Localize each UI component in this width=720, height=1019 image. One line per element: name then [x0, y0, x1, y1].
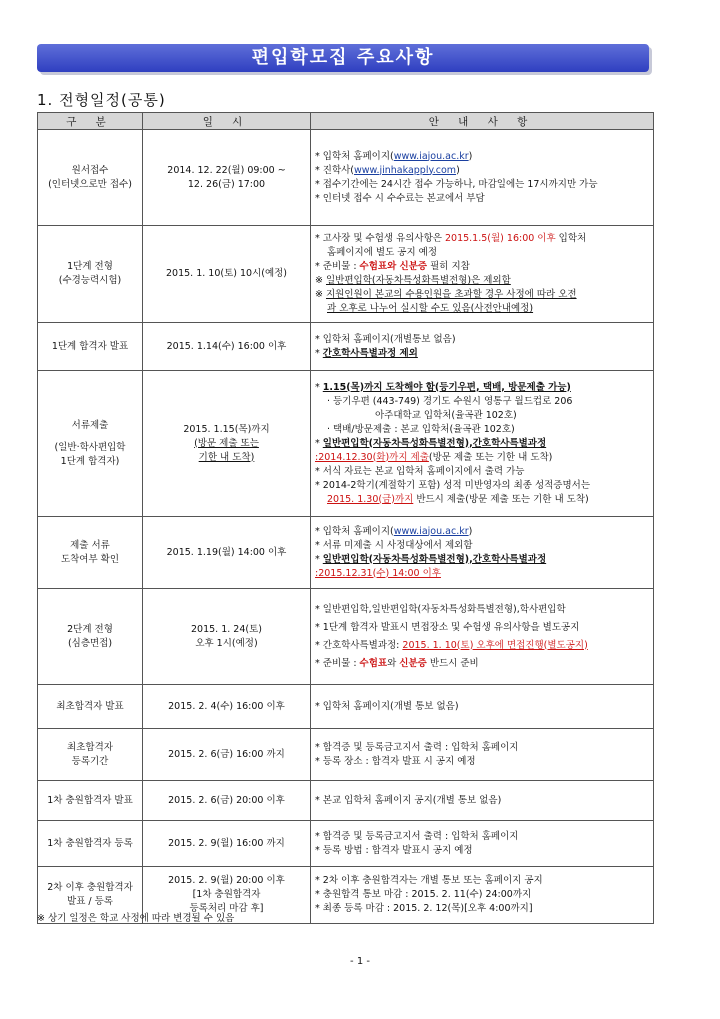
date-cell: 2014. 12. 22(월) 09:00 ~ 12. 26(금) 17:00: [143, 130, 311, 226]
column-header: 일 시: [143, 113, 311, 130]
table-row: [38, 517, 654, 589]
website-link[interactable]: www.iajou.ac.kr: [393, 525, 469, 537]
notes-cell: * 고사장 및 수험생 유의사항은 2015.1.5(월) 16:00 이후 입학처 홈페이지에 별도 공지 예정 * 준비물 : 수험표와 신분증 필히 지참 ※ 일반편입학(자동차특성화특별전형)은 제외함 ※ 지원인원이 본교의 수용인원을 초과할 경우 사정에 따라 오전 과 오후로 나누어 실시할 수도 있음(사전안내예정): [311, 226, 654, 323]
category-cell: 원서접수 (인터넷으로만 접수): [38, 130, 143, 226]
notes-cell: * 입학처 홈페이지(개별통보 없음) * 간호학사특별과정 제외: [311, 323, 654, 371]
table-row: [38, 323, 654, 371]
notes-cell: * 입학처 홈페이지(개별 통보 없음): [311, 685, 654, 729]
page-title: 편입학모집 주요사항: [251, 47, 435, 68]
page-number: - 1 -: [350, 956, 370, 967]
table-row: [38, 821, 654, 867]
schedule-table: [37, 112, 654, 924]
notes-cell: * 입학처 홈페이지(www.iajou.ac.kr) * 서류 미제출 시 사정대상에서 제외함 * 일반편입학(자동차특성화특별전형),간호학사특별과정 :2015.12.31(수) 14:00 이후: [311, 517, 654, 589]
notes-cell: * 2차 이후 충원합격자는 개별 통보 또는 홈페이지 공지 * 충원합격 통보 마감 : 2015. 2. 11(수) 24:00까지 * 최종 등록 마감 : 2015. 2. 12(목)[오후 4:00까지]: [311, 867, 654, 924]
date-cell: 2015. 2. 4(수) 16:00 이후: [143, 685, 311, 729]
category-cell: 1차 충원합격자 등록: [38, 821, 143, 867]
category-cell: 1차 충원합격자 발표: [38, 781, 143, 821]
category-cell: 제출 서류 도착여부 확인: [38, 517, 143, 589]
date-cell: 2015. 2. 9(월) 20:00 이후 [1차 충원합격자 등록처리 마감 후]: [143, 867, 311, 924]
column-header: 구 분: [38, 113, 143, 130]
website-link[interactable]: www.iajou.ac.kr: [393, 150, 469, 162]
notes-cell: * 1.15(목)까지 도착해야 함(등기우편, 택배, 방문제출 가능) · 등기우편 (443-749) 경기도 수원시 영통구 월드컵로 206 아주대학교 입학처(율곡관 102호) · 택배/방문제출 : 본교 입학처(율곡관 102호) * 일반편입학(자동차특성화특별전형),간호학사특별과정 :2014.12.30(화)까지 제출(방문 제출 또는 기한 내 도착) * 서식 자료는 본교 입학처 홈페이지에서 출력 가능 * 2014-2학기(계절학기 포함) 성적 미반영자의 최종 성적증명서는 2015. 1.30(금)까지 반드시 제출(방문 제출 또는 기한 내 도착): [311, 371, 654, 517]
table-row: [38, 130, 654, 226]
table-header-row: [38, 113, 654, 130]
date-cell: 2015. 1. 10(토) 10시(예정): [143, 226, 311, 323]
footnote: ※ 상기 일정은 학교 사정에 따라 변경될 수 있음: [37, 913, 235, 924]
table-row: [38, 371, 654, 517]
notes-cell: * 일반편입학,일반편입학(자동차특성화특별전형),학사편입학 * 1단계 합격자 발표시 면접장소 및 수험생 유의사항을 별도공지 * 간호학사특별과정: 2015. 1. 10(토) 오후에 면접진행(별도공지) * 준비물 : 수험표와 신분증 반드시 준비: [311, 589, 654, 685]
date-cell: 2015. 1.14(수) 16:00 이후: [143, 323, 311, 371]
date-cell: 2015. 1.19(월) 14:00 이후: [143, 517, 311, 589]
table-row: [38, 589, 654, 685]
date-cell: 2015. 1. 24(토) 오후 1시(예정): [143, 589, 311, 685]
date-cell: 2015. 2. 9(월) 16:00 까지: [143, 821, 311, 867]
table-row: [38, 781, 654, 821]
section-heading: 1. 전형일정(공통): [37, 91, 166, 109]
notes-cell: * 본교 입학처 홈페이지 공지(개별 통보 없음): [311, 781, 654, 821]
category-cell: 2단계 전형 (심층면접): [38, 589, 143, 685]
date-cell: 2015. 2. 6(금) 16:00 까지: [143, 729, 311, 781]
category-cell: 최초합격자 발표: [38, 685, 143, 729]
date-cell: 2015. 2. 6(금) 20:00 이후: [143, 781, 311, 821]
notes-cell: * 입학처 홈페이지(www.iajou.ac.kr) * 진학사(www.jinhakapply.com) * 접수기간에는 24시간 접수 가능하나, 마감일에는 17시까지만 가능 * 인터넷 접수 시 수수료는 본교에서 부담: [311, 130, 654, 226]
notes-cell: * 합격증 및 등록금고지서 출력 : 입학처 홈페이지 * 등록 방법 : 합격자 발표시 공지 예정: [311, 821, 654, 867]
title-banner: [37, 44, 649, 72]
table-row: [38, 685, 654, 729]
notes-cell: * 합격증 및 등록금고지서 출력 : 입학처 홈페이지 * 등록 장소 : 합격자 발표 시 공지 예정: [311, 729, 654, 781]
category-cell: 2차 이후 충원합격자 발표 / 등록: [38, 867, 143, 924]
category-cell: 1단계 합격자 발표: [38, 323, 143, 371]
table-row: [38, 729, 654, 781]
category-cell: 최초합격자 등록기간: [38, 729, 143, 781]
column-header: 안 내 사 항: [311, 113, 654, 130]
category-cell: 1단계 전형 (수경능력시험): [38, 226, 143, 323]
date-cell: 2015. 1.15(목)까지 (방문 제출 또는 기한 내 도착): [143, 371, 311, 517]
website-link[interactable]: www.jinhakapply.com: [354, 164, 457, 176]
table-row: [38, 226, 654, 323]
category-cell: 서류제출 (일반·학사편입학 1단계 합격자): [38, 371, 143, 517]
